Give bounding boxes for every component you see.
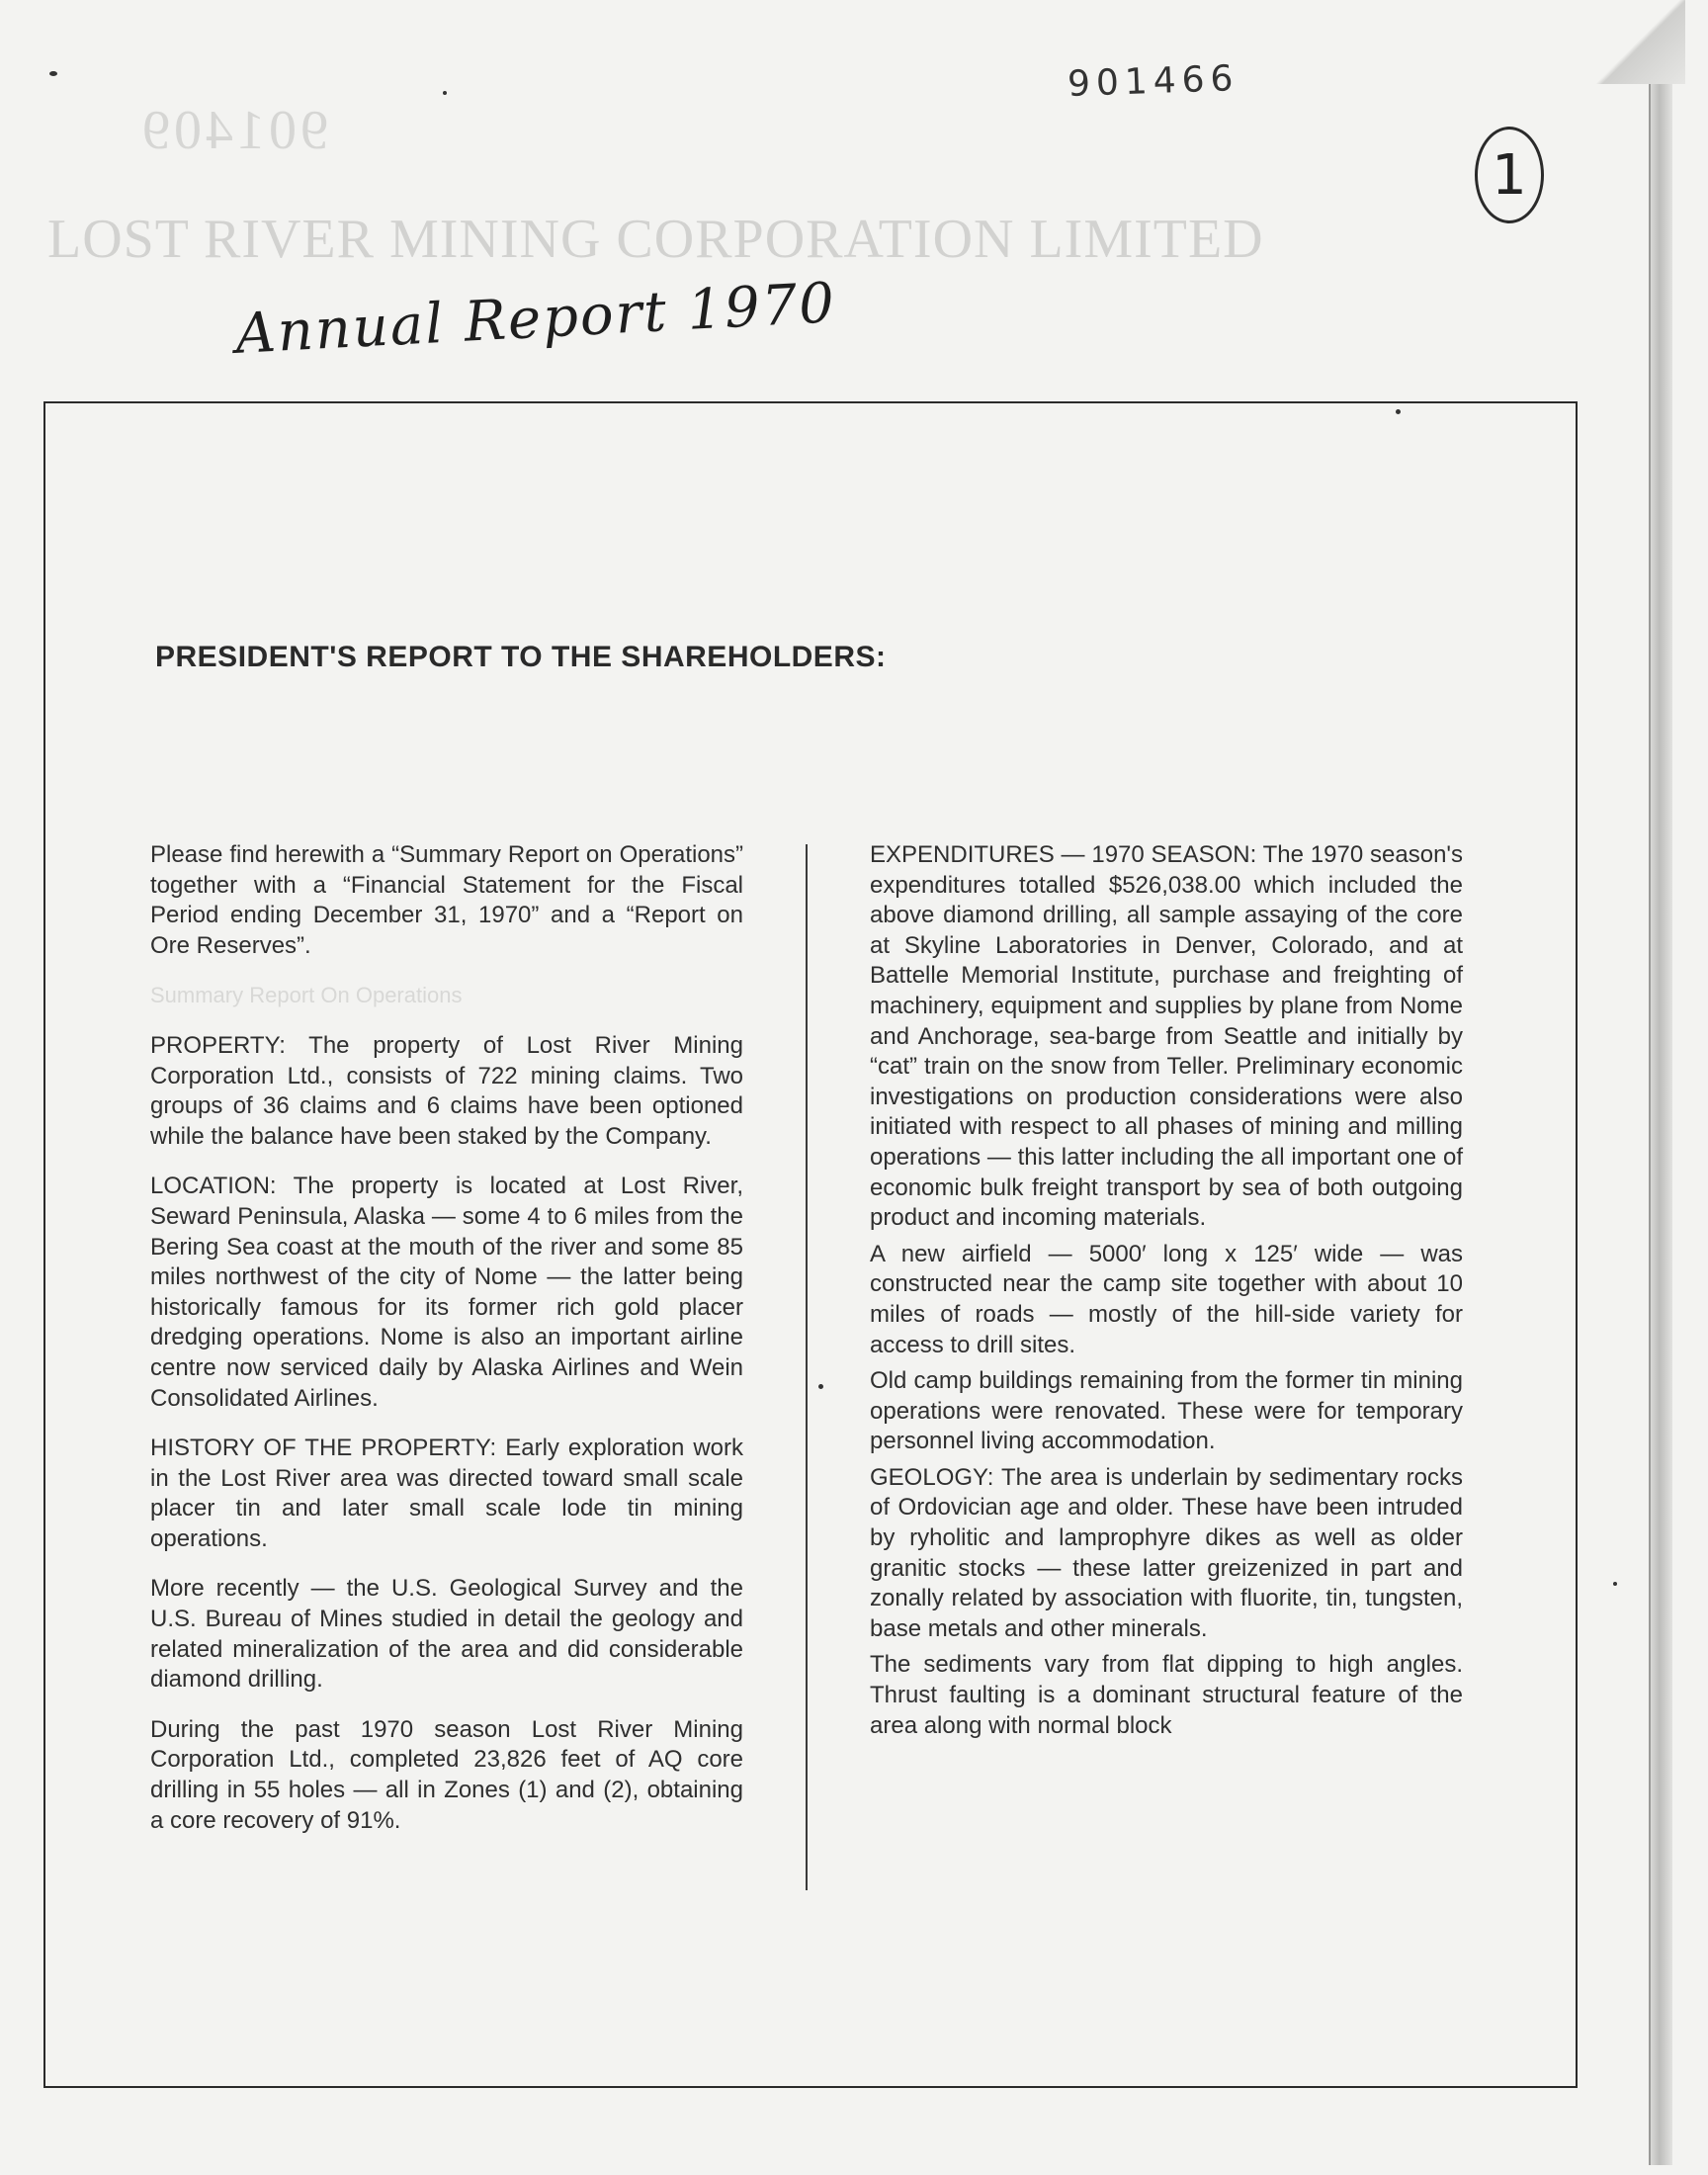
scan-speck <box>1613 1582 1617 1586</box>
right-column <box>870 840 1463 1747</box>
column-divider <box>806 844 808 1890</box>
property-paragraph: PROPERTY: The property of Lost River Mining Corporation Ltd., consists of 722 mining claims. Two groups of 36 claims and 6 claims have been optioned while the balance have been staked by the Company. <box>150 1031 743 1150</box>
folded-corner <box>1596 0 1685 84</box>
expenditures-paragraph: EXPENDITURES — 1970 SEASON: The 1970 season's expenditures totalled $526,038.00 which included the above diamond drilling, all sample assaying of the core at Skyline Laboratories in Denver, Colorado, and at Battelle Memorial Institute, purchase and freighting of machinery, equipment and supplies by plane from Nome and Anchorage, sea-barge from Seattle and initially by “cat” train on the snow from Teller. Preliminary economic investigations on production considerations were also initiated with respect to all phases of mining and milling operations — this latter including the all important one of economic bulk freight transport by sea of both outgoing product and incoming materials. <box>870 841 1463 1232</box>
sediments-paragraph: The sediments vary from flat dipping to high angles. Thrust faulting is a dominant structural feature of the area along with normal block <box>870 1651 1463 1739</box>
scan-speck <box>1396 409 1401 414</box>
scanned-page-edge <box>1649 79 1672 2165</box>
camp-paragraph: Old camp buildings remaining from the former tin mining operations were renovated. These were for temporary personnel living accommodation. <box>870 1367 1463 1455</box>
report-heading: PRESIDENT'S REPORT TO THE SHAREHOLDERS: <box>155 641 887 673</box>
document-stamp-number: 901466 <box>1067 57 1240 106</box>
handwritten-title: Annual Report 1970 <box>233 271 838 367</box>
history-paragraph: HISTORY OF THE PROPERTY: Early exploration work in the Lost River area was directed toward small scale placer tin and later small scale lode tin mining operations. <box>150 1435 743 1552</box>
location-paragraph: LOCATION: The property is located at Lost River, Seward Peninsula, Alaska — some 4 to 6 miles from the Bering Sea coast at the mouth of the river and some 85 miles northwest of the city of Nome — the latter being historically famous for its former rich gold placer dredging operations. Nome is also an important airline centre now serviced daily by Alaska Airlines and Wein Consolidated Airlines. <box>150 1173 743 1412</box>
bleed-through-number: 901409 <box>138 100 328 161</box>
company-name: LOST RIVER MINING CORPORATION LIMITED <box>47 209 1264 270</box>
recent-paragraph: More recently — the U.S. Geological Survey and the U.S. Bureau of Mines studied in detail the geology and related mineralization of the area and did considerable diamond drilling. <box>150 1575 743 1694</box>
intro-paragraph: Please find herewith a “Summary Report on Operations” together with a “Financial Statement for the Fiscal Period ending December 31, 1970” and a “Report on Ore Reserves”. <box>150 841 743 959</box>
scan-speck <box>443 91 447 95</box>
left-column <box>150 840 743 1856</box>
circled-page-marker <box>1475 127 1544 223</box>
scan-speck <box>818 1384 823 1389</box>
geology-paragraph: GEOLOGY: The area is underlain by sedimentary rocks of Ordovician age and older. These have been intruded by ryholitic and lamprophyre dikes as well as older granitic stocks — these latter greizenized in part and zonally related by association with fluorite, tin, tungsten, base metals and other minerals. <box>870 1463 1463 1642</box>
page-marker-text: 1 <box>1492 142 1527 208</box>
scan-speck <box>49 71 57 76</box>
drilling-paragraph: During the past 1970 season Lost River Mining Corporation Ltd., completed 23,826 feet of AQ core drilling in 55 holes — all in Zones (1) and (2), obtaining a core recovery of 91%. <box>150 1715 743 1834</box>
airfield-paragraph: A new airfield — 5000′ long x 125′ wide — was constructed near the camp site together with about 10 miles of roads — mostly of the hill-side variety for access to drill sites. <box>870 1240 1463 1358</box>
summary-subheading: Summary Report On Operations <box>150 983 463 1008</box>
